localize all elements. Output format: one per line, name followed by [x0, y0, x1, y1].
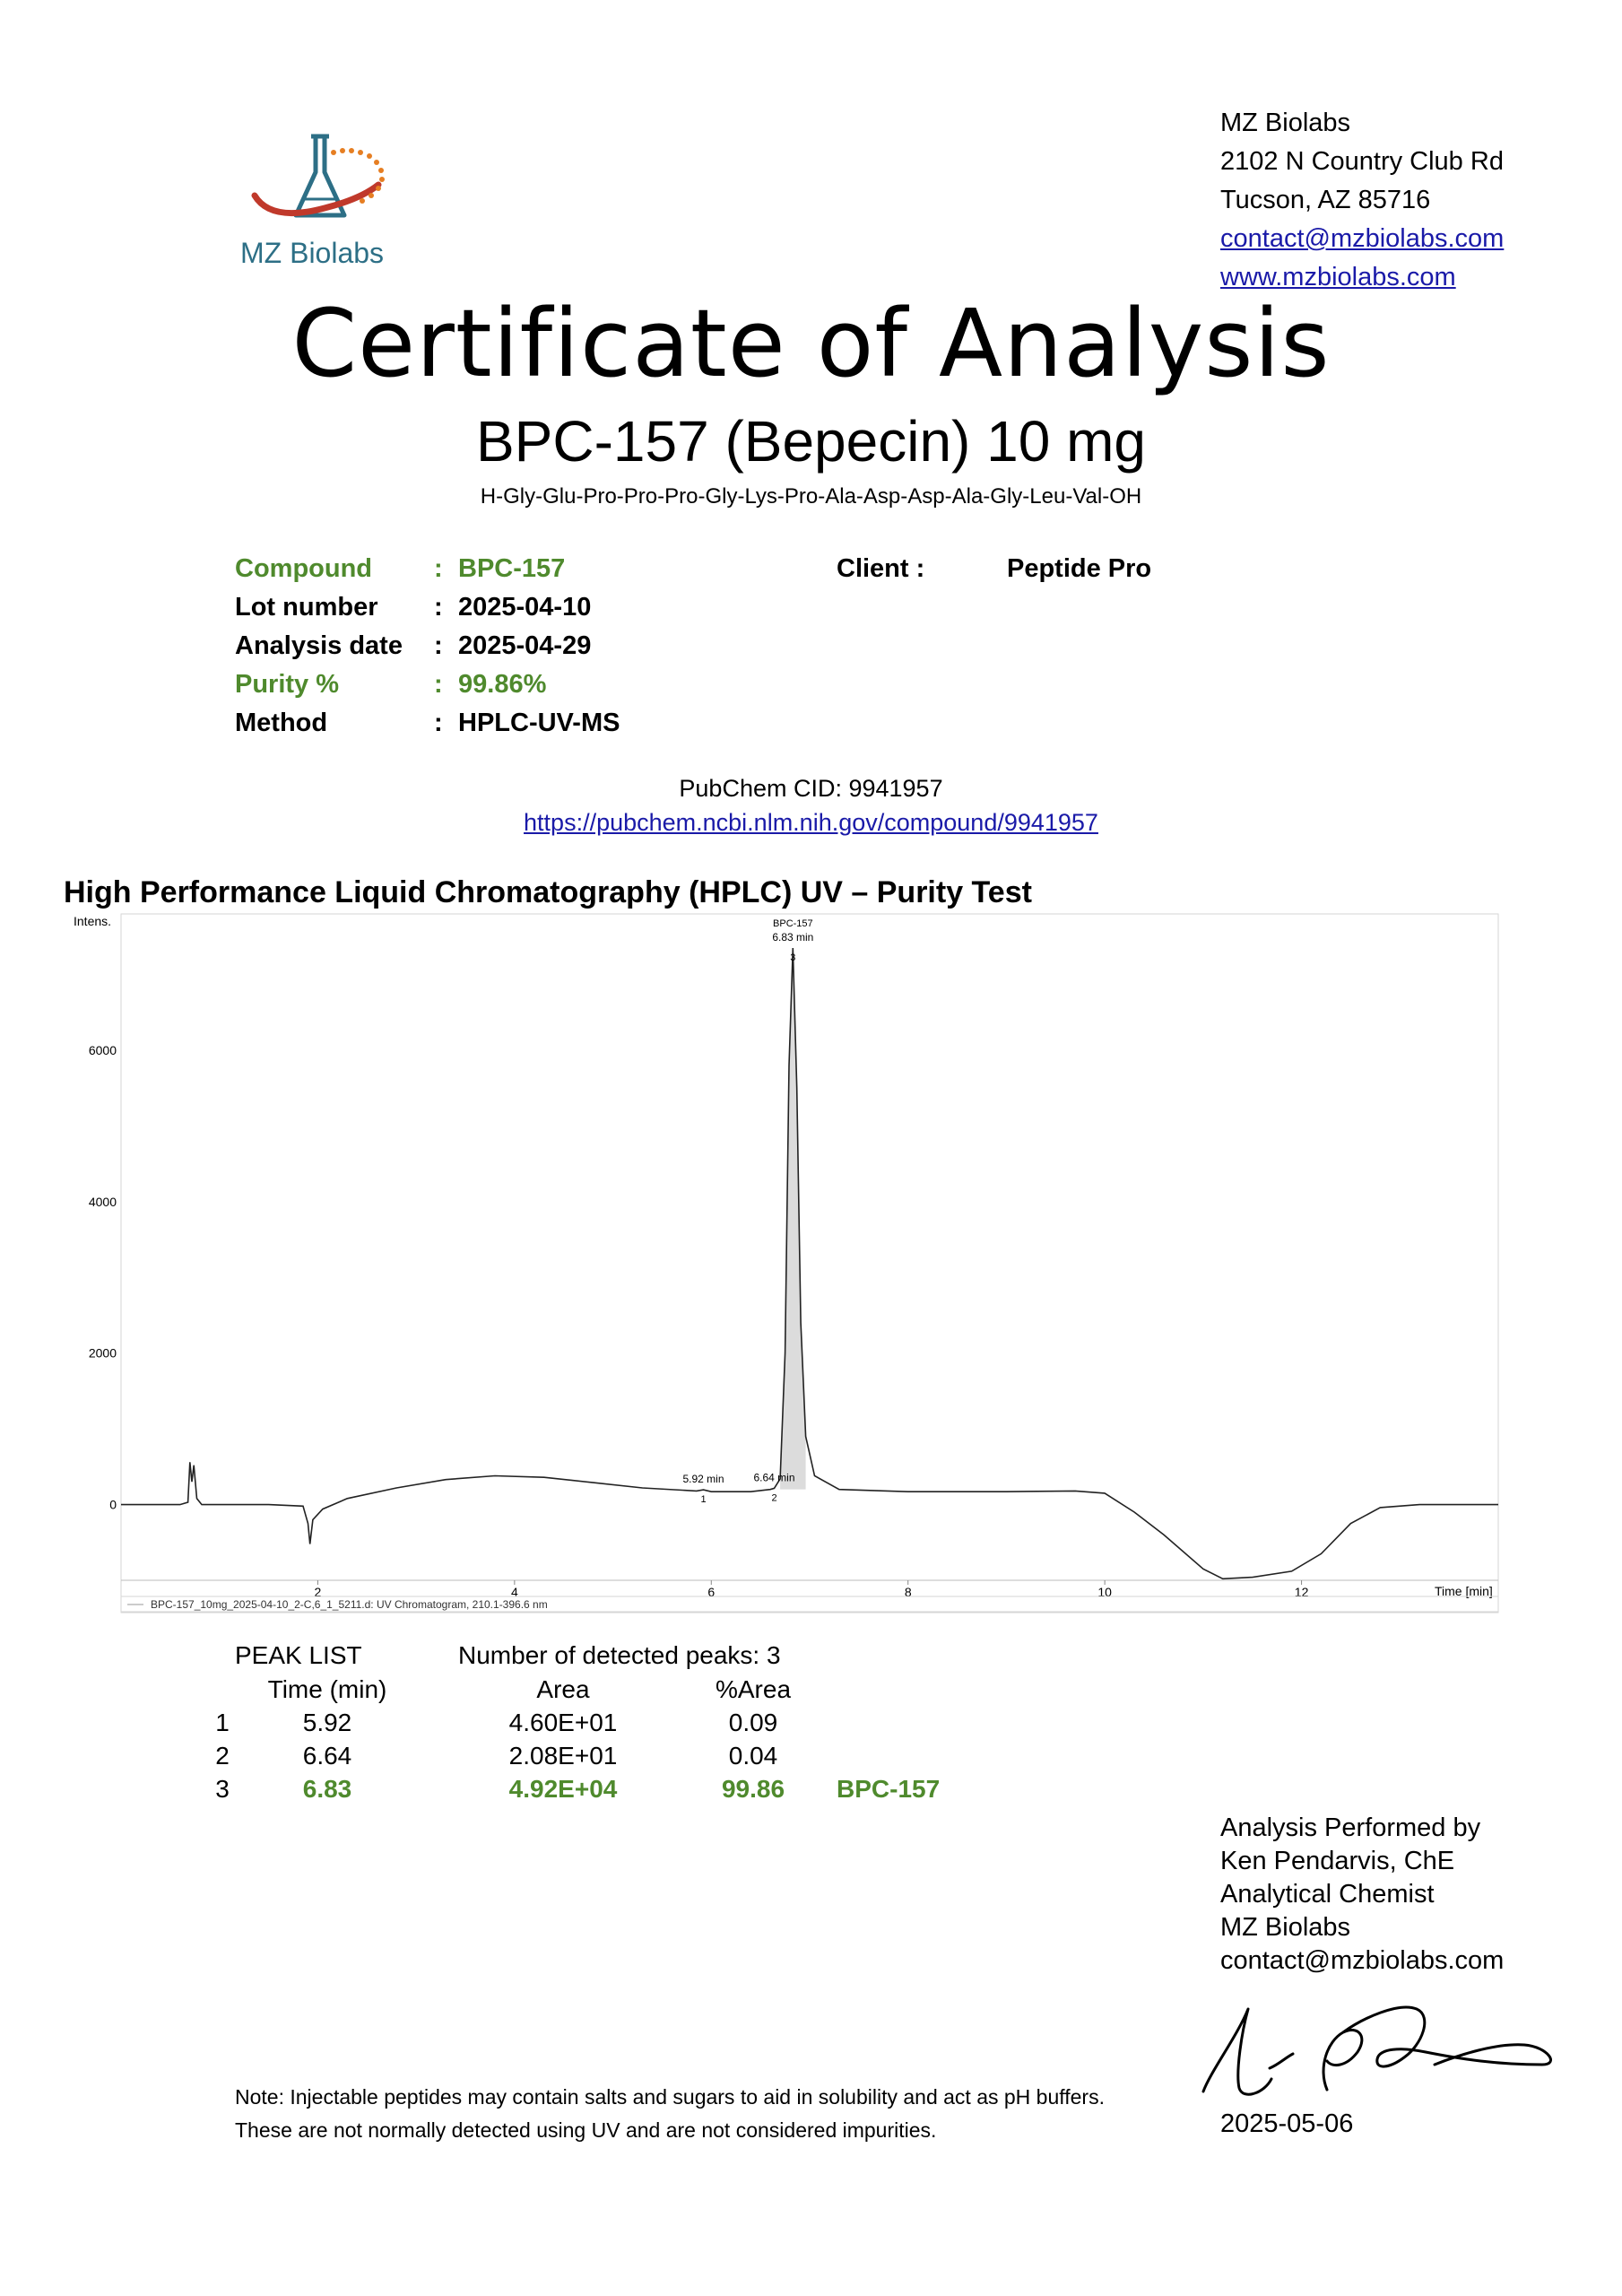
signature-date: 2025-05-06 [1220, 2109, 1354, 2138]
performer-line: Analysis Performed by [1220, 1813, 1481, 1842]
info-colon: : [434, 709, 443, 737]
peak-area: 4.60E+01 [508, 1709, 618, 1736]
table-row [0, 1709, 1622, 1741]
y-ticks [89, 1043, 117, 1512]
peak-pct-area: 0.09 [728, 1709, 778, 1736]
lab-address [1220, 104, 1504, 297]
hplc-chromatogram [54, 908, 1506, 1616]
lab-website-link[interactable]: www.mzbiolabs.com [1220, 263, 1456, 291]
legend-text: BPC-157_10mg_2025-04-10_2-C,6_1_5211.d: UV Chromatogram, 210.1-396.6 nm [151, 1598, 548, 1611]
performer-line: Ken Pendarvis, ChE [1220, 1847, 1455, 1875]
y-axis-label: Intens. [74, 914, 112, 928]
document-title: Certificate of Analysis [291, 289, 1331, 398]
peak-number-annotation: 1 [700, 1494, 707, 1506]
info-colon: : [434, 554, 443, 583]
info-value: BPC-157 [458, 554, 566, 583]
logo-text: MZ Biolabs [240, 237, 385, 269]
peak-time: 6.64 [302, 1742, 352, 1770]
peak-pct-area: 0.04 [728, 1742, 778, 1770]
address-line: Tucson, AZ 85716 [1220, 186, 1431, 214]
handwritten-signature [1193, 1982, 1569, 2117]
info-value: 99.86% [458, 670, 547, 699]
peak-compound-name: BPC-157 [837, 1775, 941, 1803]
info-value: 2025-04-10 [458, 593, 592, 622]
product-title: BPC-157 (Bepecin) 10 mg [475, 409, 1147, 474]
info-label: Purity % [235, 670, 340, 699]
client-value: Peptide Pro [1007, 554, 1152, 583]
peak-pct-area: 99.86 [721, 1775, 785, 1803]
col-header-area: Area [536, 1675, 590, 1703]
x-tick-label: 8 [904, 1585, 912, 1599]
info-label: Lot number [235, 593, 378, 622]
performer-line: MZ Biolabs [1220, 1913, 1351, 1942]
peak-time-annotation: 6.64 min [753, 1471, 795, 1484]
peak-area: 2.08E+01 [508, 1742, 618, 1770]
hplc-section-title: High Performance Liquid Chromatography (HPLC) UV – Purity Test [64, 875, 1032, 909]
table-row [0, 1742, 1622, 1774]
peak-time: 6.83 [302, 1775, 352, 1803]
peak-area-fill [780, 948, 806, 1490]
performer-line: contact@mzbiolabs.com [1220, 1946, 1505, 1975]
lab-email-link[interactable]: contact@mzbiolabs.com [1220, 224, 1505, 253]
y-tick-label: 0 [109, 1497, 117, 1512]
peak-number: 3 [215, 1775, 230, 1803]
x-axis-label: Time [min] [1435, 1584, 1493, 1598]
info-label: Method [235, 709, 328, 737]
pubchem-cid: PubChem CID: 9941957 [679, 775, 943, 802]
peak-list-title: PEAK LIST [235, 1641, 362, 1669]
peak-time-annotation: 6.83 min [772, 930, 814, 944]
y-tick-label: 6000 [88, 1042, 117, 1057]
info-value: 2025-04-29 [458, 631, 592, 660]
peak-number-annotation: 2 [771, 1492, 777, 1504]
peptide-sequence: H-Gly-Glu-Pro-Pro-Pro-Gly-Lys-Pro-Ala-Asp-Asp-Ala-Gly-Leu-Val-OH [480, 484, 1142, 509]
peak-time: 5.92 [302, 1709, 352, 1736]
client-label: Client : [837, 554, 925, 583]
peak-number: 2 [215, 1742, 230, 1770]
pubchem-url-row [0, 809, 1622, 837]
peak-count: Number of detected peaks: 3 [458, 1641, 781, 1669]
footnote-line: Note: Injectable peptides may contain salts and sugars to aid in solubility and act as pH buffers. [235, 2085, 1105, 2109]
table-row [0, 1775, 1622, 1807]
x-tick-label: 2 [314, 1585, 322, 1599]
info-label: Compound [235, 554, 373, 583]
peak-compound-annotation: BPC-157 [773, 918, 813, 929]
chromatogram-trace [121, 948, 1498, 1578]
peak-area: 4.92E+04 [508, 1775, 618, 1803]
y-tick-label: 2000 [88, 1345, 117, 1361]
info-label: Analysis date [235, 631, 403, 660]
peak-number: 1 [215, 1709, 230, 1736]
performer-line: Analytical Chemist [1220, 1880, 1435, 1909]
x-tick-label: 12 [1294, 1585, 1309, 1599]
x-tick-label: 10 [1097, 1585, 1112, 1599]
footnote-line: These are not normally detected using UV and are not considered impurities. [235, 2118, 937, 2142]
info-colon: : [434, 593, 443, 622]
x-tick-label: 4 [510, 1585, 518, 1599]
info-colon: : [434, 670, 443, 699]
col-header-time: Time (min) [267, 1675, 387, 1703]
peak-number-annotation: 3 [790, 952, 796, 963]
pubchem-link[interactable]: https://pubchem.ncbi.nlm.nih.gov/compound/9941957 [524, 809, 1098, 836]
x-tick-label: 6 [707, 1585, 716, 1599]
y-tick-label: 4000 [88, 1194, 117, 1209]
footnote [235, 2081, 1105, 2147]
address-line: MZ Biolabs [1220, 109, 1351, 137]
info-value: HPLC-UV-MS [458, 709, 620, 737]
analysis-performer [1220, 1812, 1504, 1978]
peak-time-annotation: 5.92 min [682, 1473, 724, 1486]
col-header-pct-area: %Area [715, 1675, 792, 1703]
address-line: 2102 N Country Club Rd [1220, 147, 1504, 176]
info-colon: : [434, 631, 443, 660]
